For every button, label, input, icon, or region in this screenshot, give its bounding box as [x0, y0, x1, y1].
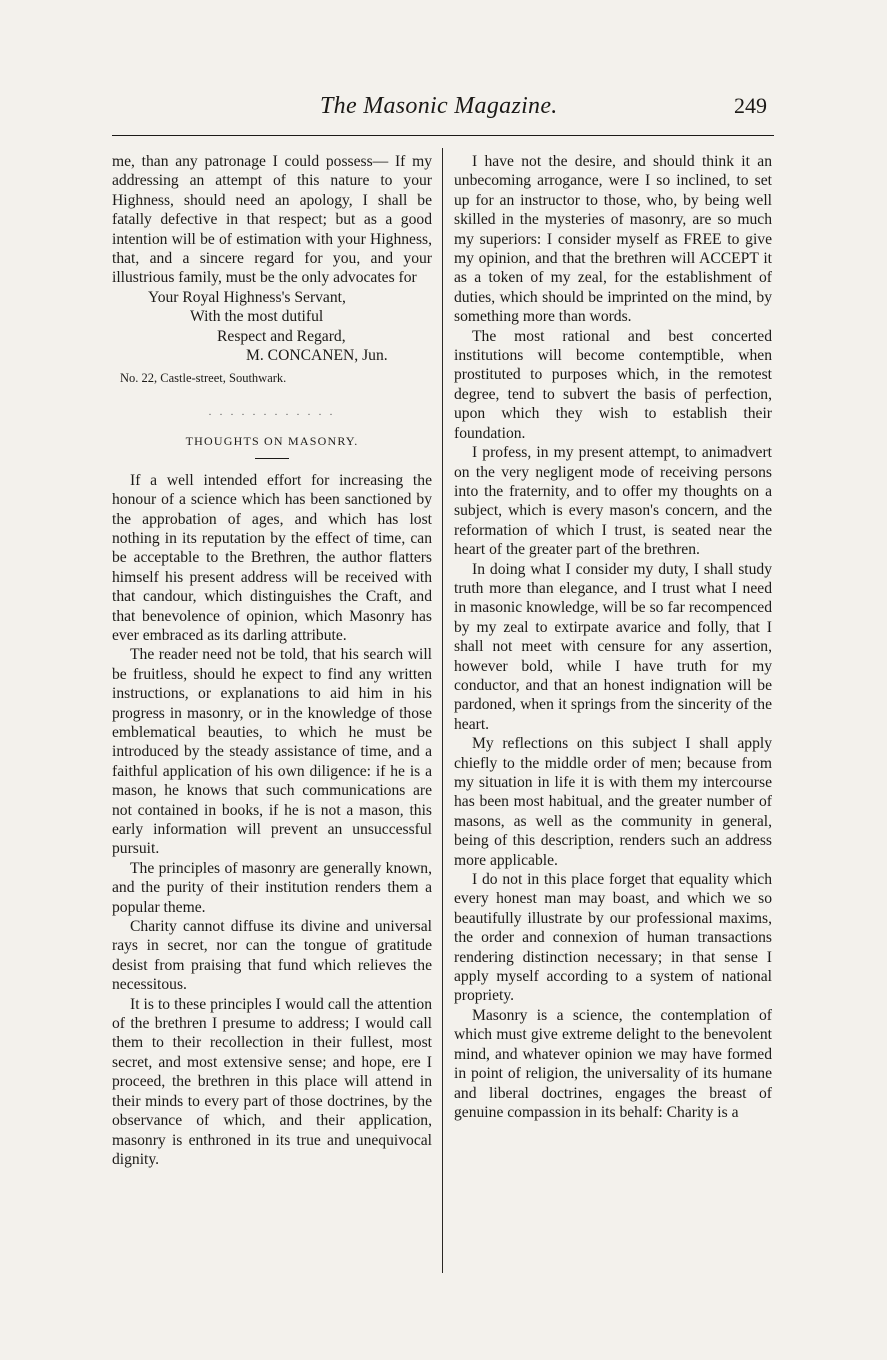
column-divider — [442, 148, 443, 1273]
signature-line: Your Royal Highness's Servant, — [148, 288, 346, 306]
section-divider: . . . . . . . . . . . . — [208, 406, 336, 418]
signature-line: Respect and Regard, — [217, 327, 346, 345]
header-rule — [112, 135, 774, 136]
paragraph: In doing what I consider my duty, I shall study truth more than elegance, and I trust what I need in masonic knowledge, will be so far recompenced by my zeal to extirpate avarice and folly, that I shall not meet with censure for any assertion, however bold, while I have truth for my conductor, and that an honest indignation will be pardoned, when it springs from the sincerity of the heart. — [454, 560, 772, 733]
paragraph: It is to these principles I would call the attention of the brethren I presume to address; I would call them to their recollection in their fullest, most secret, and most extensive sense; and hope, ere I proceed, the brethren in this place will attend in their minds to every part of those doctrines, by the observance of which, and their application, masonry is enthroned in its true and unequivocal dignity. — [112, 995, 432, 1168]
paragraph: The most rational and best concerted institutions will become contemptible, when prostituted to purposes which, in the remotest degree, tend to subvert the basis of perfection, upon which they wish to establish their foundation. — [454, 327, 772, 442]
letter-ending: me, than any patronage I could possess— If my addressing an attempt of this nature to your Highness, should need an apology, I shall be fatally defective in that respect; but as a good intention will be of estimation with your Highness, that, and a sincere regard for you, and your illustrious family, must be the only advocates for — [112, 153, 432, 287]
running-header — [0, 85, 887, 125]
paragraph: If a well intended effort for increasing the honour of a science which has been sanctioned by the approbation of ages, and which has lost nothing in its reputation by the effect of time, can be acceptable to the Brethren, the author flatters himself his present address will be received with that candour, which distinguishes the Craft, and that benevolence of opinion, which Masonry has ever embraced as its darling attribute. — [112, 471, 432, 644]
magazine-title: The Masonic Magazine. — [320, 93, 558, 119]
signature-line: With the most dutiful — [190, 308, 324, 326]
heading-rule — [255, 458, 289, 459]
paragraph: The principles of masonry are generally known, and the purity of their institution renders them a popular theme. — [112, 859, 432, 916]
paragraph: Masonry is a science, the contemplation of which must give extreme delight to the benevolent mind, and whatever opinion we may have formed in point of religion, the universality of its humane and liberal doctrines, engages the breast of genuine compassion in its behalf: Charity is a — [454, 1006, 772, 1121]
address-line: No. 22, Castle-street, Southwark. — [120, 371, 287, 386]
left-column — [112, 152, 432, 1169]
paragraph: I have not the desire, and should think it an unbecoming arrogance, were I so inclined, to set up for an instructor to those, who, by being well skilled in the mysteries of masonry, are so much my superiors: I consider myself as FREE to give my opinion, and that the brethren will ACCEPT it as a token of my zeal, for the establishment of duties, which should be imprinted on the mind, by something more than words. — [454, 153, 772, 326]
right-column — [454, 152, 772, 1122]
paragraph: I do not in this place forget that equality which every honest man may boast, and which we so beautifully illustrate by our professional maxims, the order and connexion of human transactions rendering distinction necessary; in that sense I apply myself according to a system of national propriety. — [454, 871, 772, 1005]
paragraph: Charity cannot diffuse its divine and universal rays in secret, nor can the tongue of gratitude desist from praising that fund which relieves the necessitous. — [112, 918, 432, 994]
page-number: 249 — [734, 93, 767, 118]
paragraph: The reader need not be told, that his search will be fruitless, should he expect to find any written instructions, or explanations to aid him in his progress in masonry, or in the knowledge of those emblematical beauties, to which he must be introduced by the steady assistance of time, and a faithful application of his own diligence: if he is a mason, he knows that such communications are not contained in books, if he is not a mason, this early information will prevent an unsuccessful pursuit. — [112, 646, 432, 858]
signature-name: M. CONCANEN, Jun. — [246, 347, 388, 365]
section-heading: THOUGHTS ON MASONRY. — [185, 434, 359, 449]
paragraph: I profess, in my present attempt, to animadvert on the very negligent mode of receiving persons into the fraternity, and to offer my thoughts on a subject, which is every mason's concern, and the reformation of which I trust, is seated near the heart of the greater part of the brethren. — [454, 444, 772, 559]
paragraph: My reflections on this subject I shall apply chiefly to the middle order of men; because from my situation in life it is with them my intercourse has been most habitual, and the greater number of masons, as well as the community in general, being of this description, renders such an address more applicable. — [454, 735, 772, 869]
